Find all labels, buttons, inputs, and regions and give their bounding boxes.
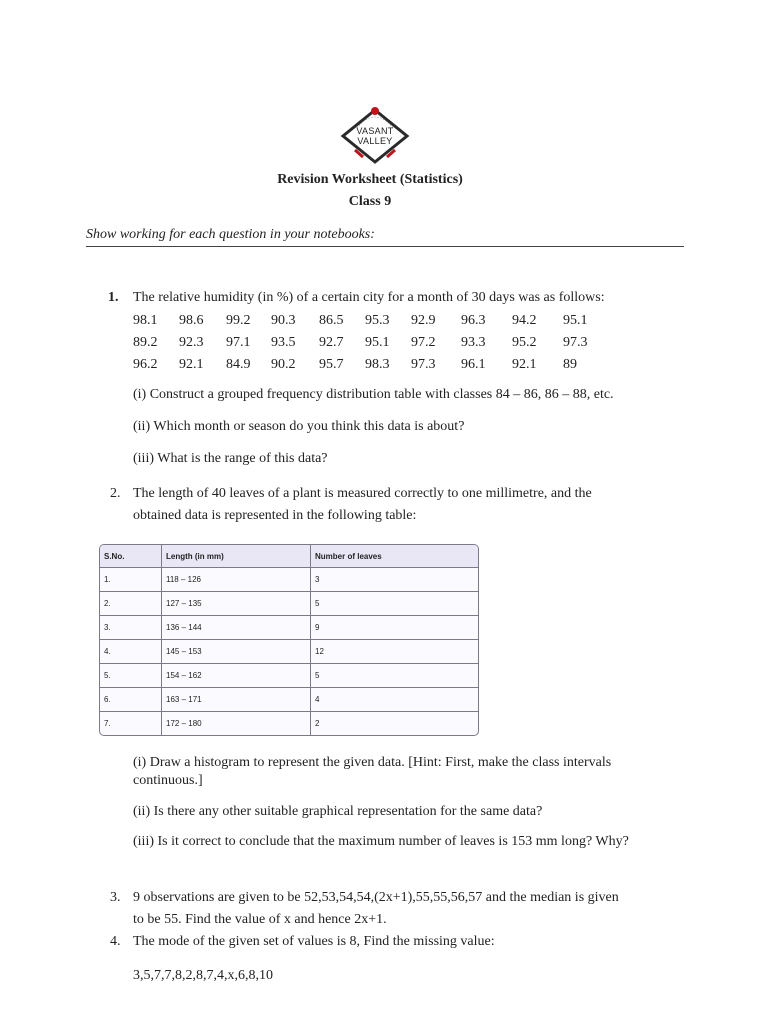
humidity-value: 96.2: [133, 357, 158, 372]
cell-length: 172 – 180: [162, 712, 311, 735]
table-row: [100, 712, 478, 735]
cell-length: 145 – 153: [162, 640, 311, 664]
humidity-value: 92.7: [319, 335, 344, 350]
leaves-table-wrap: [99, 544, 479, 736]
cell-sno: 7.: [100, 712, 162, 735]
humidity-value: 90.2: [271, 357, 296, 372]
humidity-value: 98.1: [133, 313, 158, 328]
q4-text: The mode of the given set of values is 8, Find the missing value:: [133, 934, 495, 949]
q2-part-i: (i) Draw a histogram to represent the given data. [Hint: First, make the class intervals continuous.]: [133, 755, 612, 788]
humidity-value: 95.1: [563, 313, 588, 328]
cell-length: 163 – 171: [162, 688, 311, 712]
q1-part-i: (i) Construct a grouped frequency distribution table with classes 84 – 86, 86 – 88, etc.: [133, 387, 614, 402]
humidity-value: 92.1: [179, 357, 204, 372]
cell-leaves: 9: [311, 616, 478, 640]
q3-text-line1: 9 observations are given to be 52,53,54,54,(2x+1),55,55,56,57 and the median is given: [133, 890, 619, 905]
humidity-value: 92.1: [512, 357, 537, 372]
table-row: [100, 664, 478, 688]
q2-part-ii: (ii) Is there any other suitable graphical representation for the same data?: [133, 804, 543, 819]
humidity-value: 98.3: [365, 357, 390, 372]
humidity-value: 97.3: [411, 357, 436, 372]
q2-part-iii: (iii) Is it correct to conclude that the maximum number of leaves is 153 mm long? Why?: [133, 834, 629, 849]
cell-sno: 3.: [100, 616, 162, 640]
q4-values: 3,5,7,7,8,2,8,7,4,x,6,8,10: [133, 968, 273, 983]
humidity-value: 96.3: [461, 313, 486, 328]
cell-leaves: 4: [311, 688, 478, 712]
instruction-line: [86, 226, 684, 247]
leaves-table: [99, 544, 479, 736]
cell-sno: 6.: [100, 688, 162, 712]
cell-leaves: 12: [311, 640, 478, 664]
humidity-value: 92.9: [411, 313, 436, 328]
cell-leaves: 3: [311, 568, 478, 592]
humidity-value: 97.3: [563, 335, 588, 350]
humidity-value: 95.3: [365, 313, 390, 328]
humidity-value: 98.6: [179, 313, 204, 328]
humidity-value: 93.5: [271, 335, 296, 350]
humidity-value: 89: [563, 357, 577, 372]
logo-line1: VASANT: [356, 126, 394, 136]
humidity-value: 99.2: [226, 313, 251, 328]
table-header-row: [100, 545, 478, 568]
cell-leaves: 5: [311, 592, 478, 616]
humidity-value: 92.3: [179, 335, 204, 350]
q4-number: 4.: [110, 934, 121, 949]
cell-length: 136 – 144: [162, 616, 311, 640]
col-header-length: Length (in mm): [162, 545, 311, 568]
logo-line2: VALLEY: [357, 136, 393, 146]
col-header-leaves: Number of leaves: [311, 545, 478, 568]
humidity-value: 86.5: [319, 313, 344, 328]
humidity-value: 90.3: [271, 313, 296, 328]
q1-part-iii: (iii) What is the range of this data?: [133, 451, 328, 466]
table-row: [100, 592, 478, 616]
logo-diamond-icon: [337, 104, 413, 166]
humidity-value: 84.9: [226, 357, 251, 372]
humidity-value: 93.3: [461, 335, 486, 350]
humidity-value: 89.2: [133, 335, 158, 350]
q2-text-line2: obtained data is represented in the following table:: [133, 508, 417, 523]
q2-text-line1: The length of 40 leaves of a plant is measured correctly to one millimetre, and the: [133, 486, 592, 501]
school-logo: [337, 104, 413, 166]
cell-sno: 2.: [100, 592, 162, 616]
cell-length: 118 – 126: [162, 568, 311, 592]
humidity-value: 97.2: [411, 335, 436, 350]
humidity-value: 95.7: [319, 357, 344, 372]
humidity-value: 95.2: [512, 335, 537, 350]
humidity-value: 94.2: [512, 313, 537, 328]
humidity-value: 95.1: [365, 335, 390, 350]
cell-sno: 1.: [100, 568, 162, 592]
q1-part-ii: (ii) Which month or season do you think this data is about?: [133, 419, 465, 434]
cell-leaves: 5: [311, 664, 478, 688]
q2-number: 2.: [110, 486, 121, 501]
table-body: [100, 568, 478, 735]
q1-text: The relative humidity (in %) of a certain city for a month of 30 days was as follows:: [133, 290, 605, 305]
class-label: Class 9: [348, 194, 392, 209]
cell-sno: 5.: [100, 664, 162, 688]
q3-number: 3.: [110, 890, 121, 905]
cell-leaves: 2: [315, 719, 320, 728]
cell-length: 127 – 135: [162, 592, 311, 616]
cell-sno: 4.: [100, 640, 162, 664]
table-row: [100, 688, 478, 712]
q1-number: 1.: [108, 290, 119, 305]
table-row: [100, 568, 478, 592]
cell-length: 154 – 162: [162, 664, 311, 688]
table-row: [100, 616, 478, 640]
col-header-sno: S.No.: [100, 545, 162, 568]
q3-text-line2: to be 55. Find the value of x and hence 2x+1.: [133, 912, 387, 927]
worksheet-title: Revision Worksheet (Statistics): [277, 172, 463, 187]
humidity-value: 97.1: [226, 335, 251, 350]
table-row: [100, 640, 478, 664]
humidity-value: 96.1: [461, 357, 486, 372]
instruction-text: Show working for each question in your notebooks:: [86, 227, 375, 242]
